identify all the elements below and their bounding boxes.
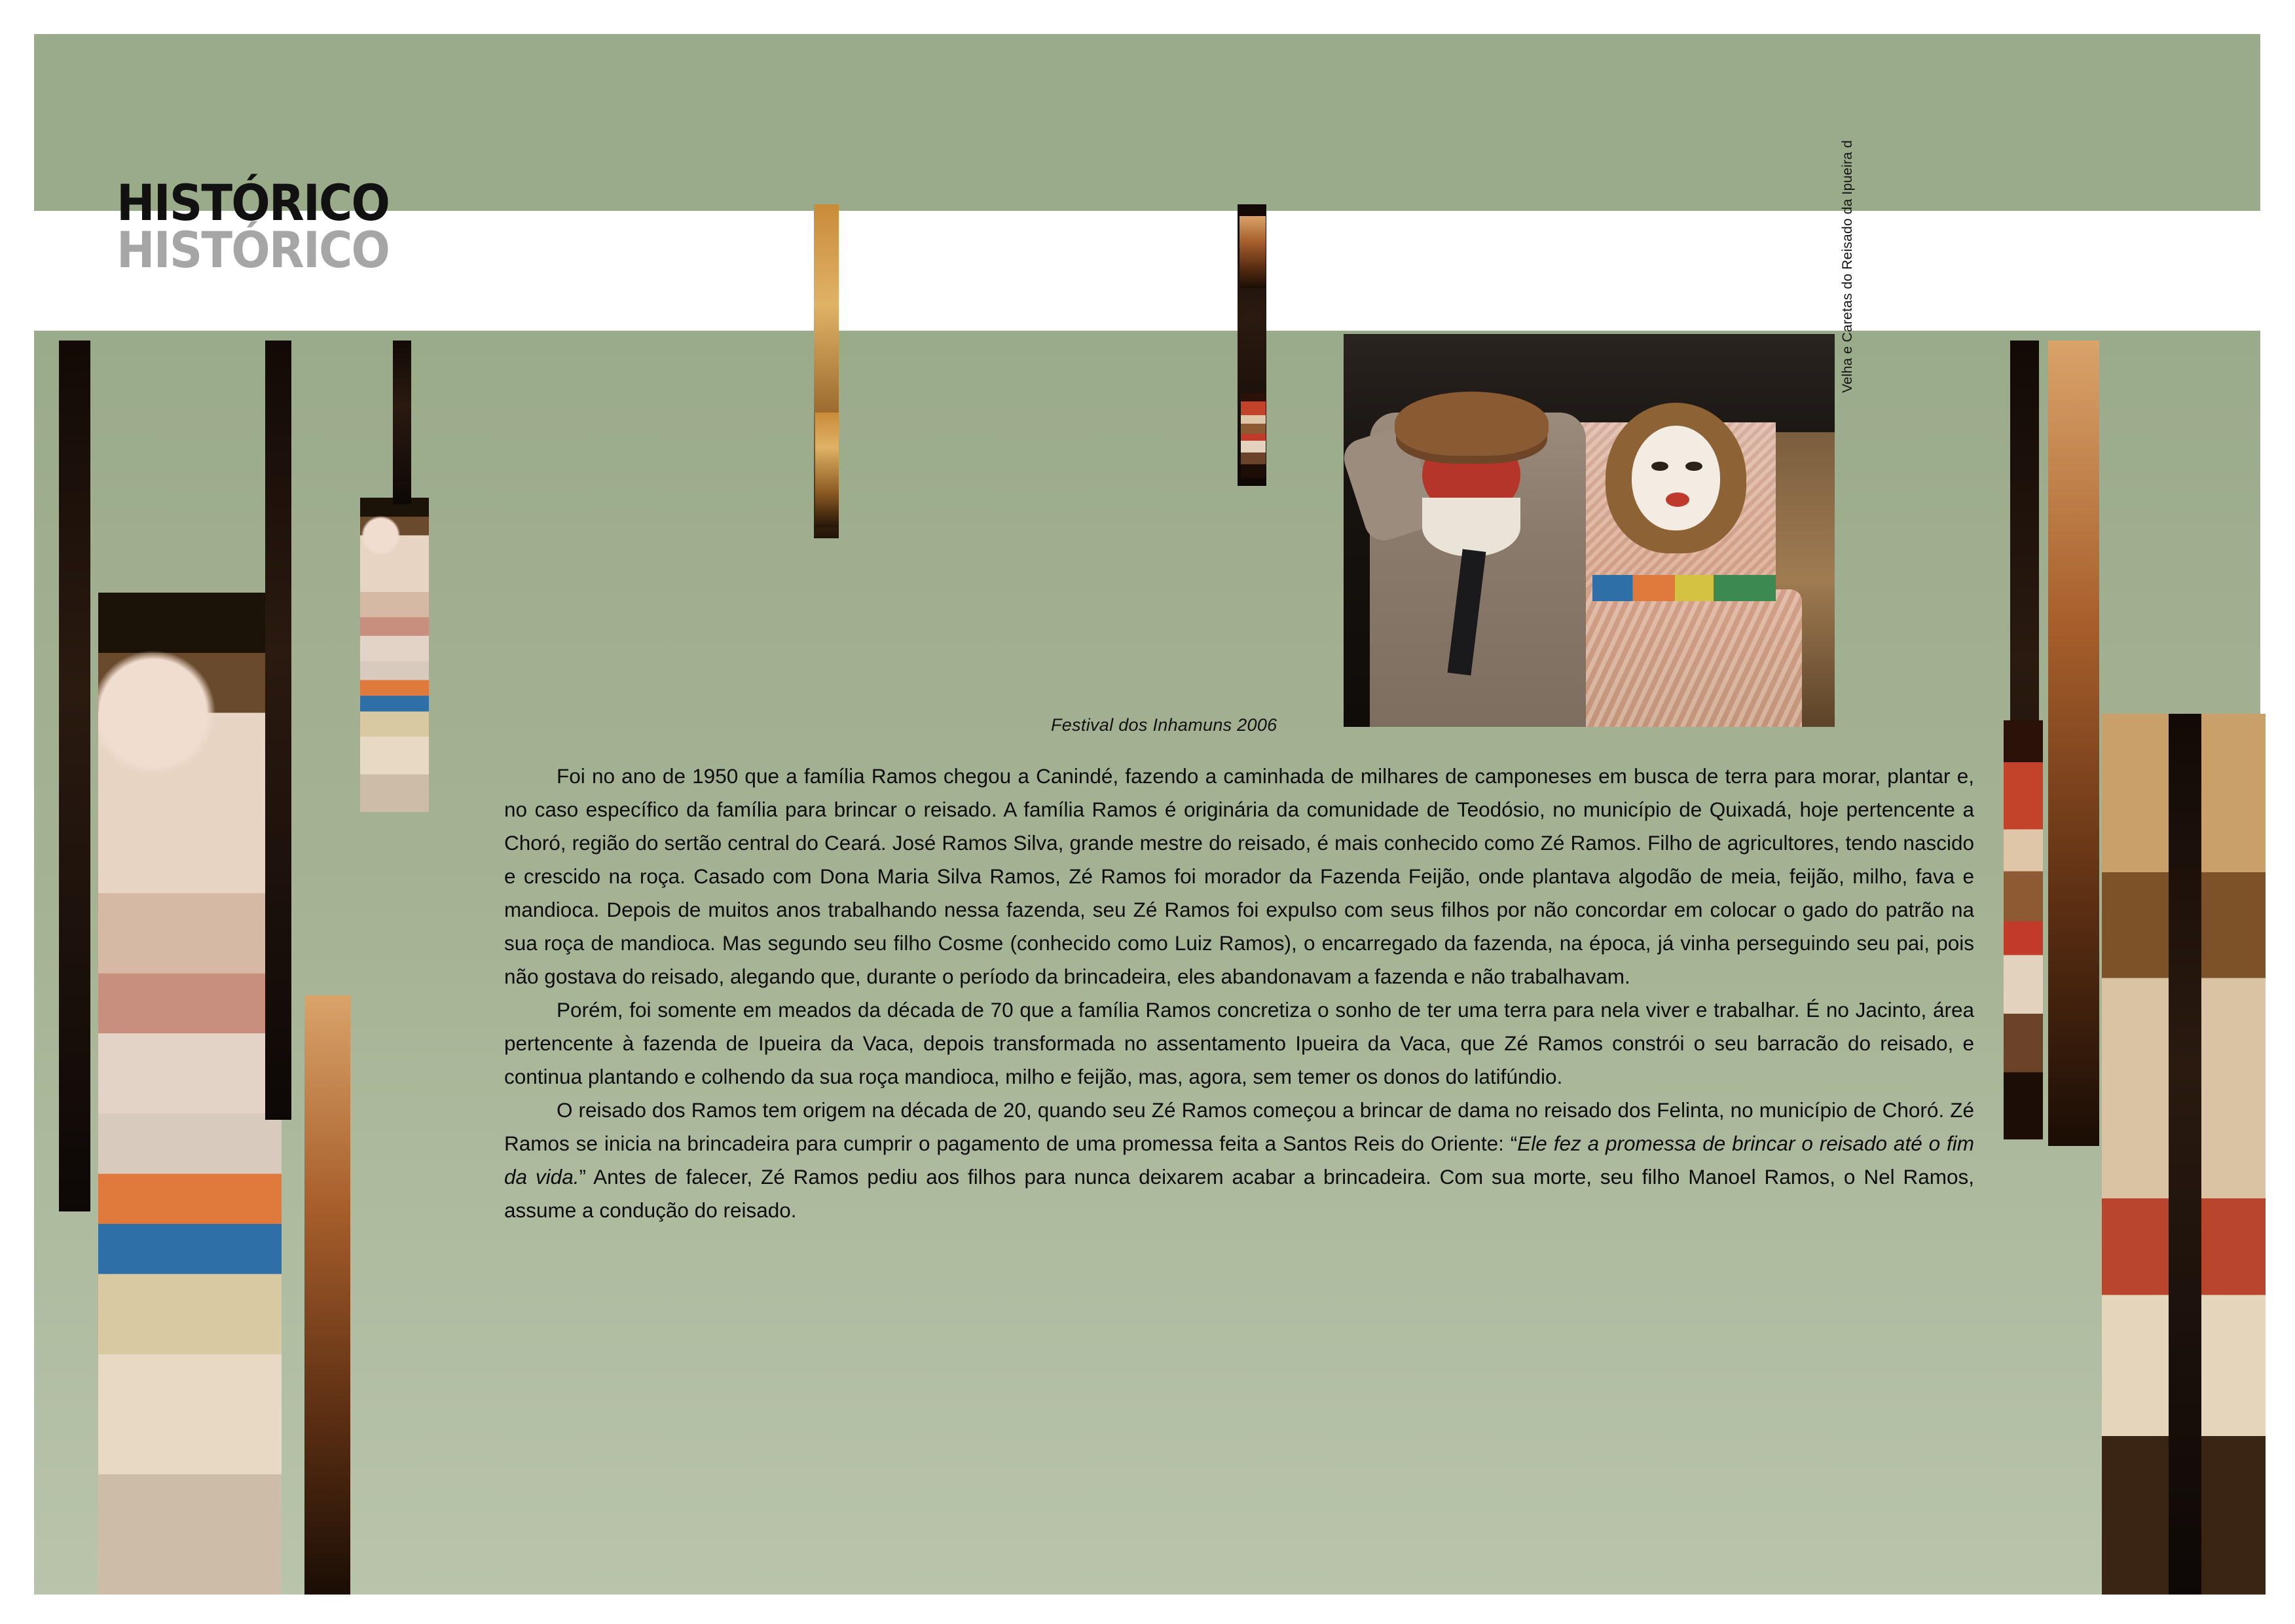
- photo-mask-eye-left: [1651, 462, 1668, 471]
- page-title: [117, 174, 413, 279]
- photo-strip-top-5: [1241, 393, 1266, 478]
- body-text: [504, 760, 1974, 1227]
- photo-color-belt: [1592, 575, 1776, 601]
- photo-credit: Velha e Caretas do Reisado da Ipueira d: [1840, 139, 1855, 393]
- photo-strip-woman-large: [98, 593, 282, 1595]
- photo-strip-left-1: [59, 341, 90, 1211]
- photo-strip-right-4: [2169, 714, 2201, 1595]
- photo-strip-left-3: [304, 995, 350, 1595]
- photo-strip-right-3: [2004, 720, 2043, 1139]
- page-title-main: HISTÓRICO: [117, 174, 390, 232]
- paragraph-3-part-b: ” Antes de falecer, Zé Ramos pediu aos filhos para nunca deixarem acabar a brincadeira. Com sua morte, seu filho Manoel Ramos, o Nel Ramos, assume a condução do reisado.: [504, 1165, 1975, 1222]
- photo-strip-top-4: [1239, 216, 1266, 288]
- paragraph-2: Porém, foi somente em meados da década de 70 que a família Ramos concretiza o sonho de ter uma terra para nela viver e trabalhar. É no Jacinto, área pertencente à fazenda de Ipueira da Vaca, depois transformada no assentamento Ipueira da Vaca, que Zé Ramos constrói o seu barracão do reisado, e continua plantando e colhendo da sua roça mandioca, milho e feijão, mas, agora, sem temer os donos do latifúndio.: [504, 998, 1974, 1088]
- photo-beard: [1422, 498, 1520, 557]
- performance-photo: [1344, 334, 1835, 727]
- photo-caption: Festival dos Inhamuns 2006: [1051, 715, 1277, 735]
- paragraph-3-quote: Ele fez a promessa de brincar o reisado até o fim da vida.: [504, 1132, 1975, 1189]
- paragraph-3: [504, 1094, 1974, 1227]
- photo-strip-left-4: [360, 498, 429, 812]
- page-title-shadow: HISTÓRICO: [117, 220, 390, 279]
- photo-mask-mouth: [1666, 492, 1689, 507]
- photo-strip-left-2: [265, 341, 291, 1120]
- photo-hat: [1395, 392, 1549, 456]
- photo-mask-eye-right: [1685, 462, 1702, 471]
- photo-strip-left-5: [393, 341, 411, 504]
- photo-strip-right-2: [2048, 341, 2099, 1146]
- paragraph-1: Foi no ano de 1950 que a família Ramos chegou a Canindé, fazendo a caminhada de milhares de camponeses em busca de terra para morar, plantar e, no caso específico da família para brincar o reisado. A família Ramos é originária da comunidade de Teodósio, no município de Quixadá, hoje pertencente a Choró, região do sertão central do Ceará. José Ramos Silva, grande mestre do reisado, é mais conhecido como Zé Ramos. Filho de agricultores, tendo nascido e crescido na roça. Casado com Dona Maria Silva Ramos, Zé Ramos foi morador da Fazenda Feijão, onde plantava algodão de meia, feijão, milho, fava e mandioca. Depois de muitos anos trabalhando nessa fazenda, seu Zé Ramos foi expulso com seus filhos por não concordar em colocar o gado do patrão na sua roça de mandioca. Mas segundo seu filho Cosme (conhecido como Luiz Ramos), o encarregado da fazenda, na época, já vinha perseguindo seu pai, pois não gostava do reisado, alegando que, durante o período da brincadeira, eles abandonavam a fazenda e não trabalhavam.: [504, 764, 1974, 988]
- paragraph-3-part-a: O reisado dos Ramos tem origem na década de 20, quando seu Zé Ramos começou a brincar de dama no reisado dos Felinta, no município de Choró. Zé Ramos se inicia na brincadeira para cumprir o pagamento de uma promessa feita a Santos Reis do Oriente: “: [504, 1098, 1974, 1155]
- photo-strip-top-2: [815, 413, 839, 527]
- photo-white-mask: [1632, 426, 1720, 530]
- photo-skirt: [1560, 589, 1802, 727]
